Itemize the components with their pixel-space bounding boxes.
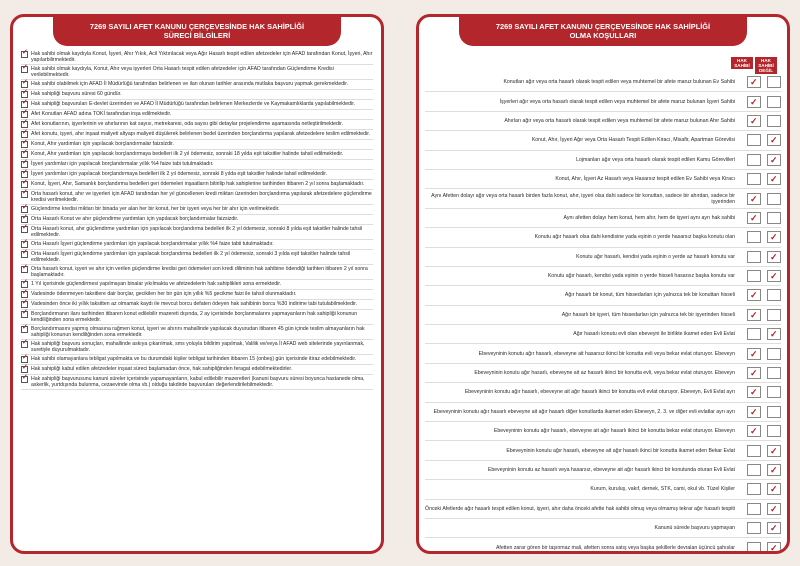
checkbox-checked-icon [21, 326, 28, 333]
not-eligible-checkbox-empty-icon [767, 425, 781, 437]
checkbox-checked-icon [21, 131, 28, 138]
info-list-item-text: Hak sahibi olabilmek için AFAD İl Müdürlüğü tarafından belirlenen ve ilan olunan tarihler arasında mutlaka başvuru yapmak gerekmektedir. [31, 81, 349, 87]
info-list-item [21, 240, 373, 250]
info-list-item-text: Orta Hasarlı İşyeri güçlendirme yardımları için yapılacak borçlandırmalar yıllık %4 faize tabii tutulmaktadır. [31, 241, 274, 247]
info-list-item-text: İşyeri yardımları için yapılacak borçlandırmalar yıllık %4 faize tabi tutulmaktadır. [31, 161, 214, 167]
not-eligible-checkbox-empty-icon [767, 348, 781, 360]
condition-row [425, 480, 781, 499]
condition-row [425, 519, 781, 538]
checkbox-checked-icon [21, 81, 28, 88]
not-eligible-checkbox-empty-icon [767, 406, 781, 418]
info-list-item [21, 355, 373, 365]
eligible-checkbox-checked-icon [747, 348, 761, 360]
info-list-item-text: Konut, Ahır yardımları için yapılacak borçlandırmalar faizsizdir. [31, 141, 175, 147]
checkbox-checked-icon [21, 206, 28, 213]
not-eligible-checkbox-empty-icon [767, 367, 781, 379]
checkbox-checked-icon [21, 376, 28, 383]
condition-text: Konut, Ahır, İşyeri Ağır veya Orta Hasarlı Tespit Edilen Kiracı, Misafir, Apartman Görevlisi [531, 137, 735, 144]
condition-text: Lojmanları ağır veya orta hasarlı olarak tespit edilen Kamu Görevlileri [576, 156, 735, 163]
info-list-item-text: Hak sahibi olamayanlara tebligat yapılmakta ve bu durumdaki kişiler tebligat tarihinden itibaren 15 (onbeş) gün içerisinde itiraz edebilmektedir. [31, 356, 357, 362]
checkbox-checked-icon [21, 356, 28, 363]
not-eligible-checkbox-empty-icon [767, 96, 781, 108]
checkbox-checked-icon [21, 191, 28, 198]
eligible-checkbox-empty-icon [747, 522, 761, 534]
not-eligible-checkbox-empty-icon [767, 309, 781, 321]
info-list-item [21, 290, 373, 300]
not-eligible-checkbox-checked-icon [767, 542, 781, 554]
eligible-checkbox-empty-icon [747, 134, 761, 146]
checkbox-checked-icon [21, 266, 28, 273]
info-list-item-text: Vadesinde ödenmeyen taksitlere dair borçlar, gecikilen her bir gün için yıllık %5 gecikme faizi ile tahsil olunmaktadır. [31, 291, 297, 297]
condition-row [425, 228, 781, 247]
info-list-item [21, 215, 373, 225]
checkbox-checked-icon [21, 226, 28, 233]
condition-row [425, 344, 781, 363]
condition-text: Konutu ağır hasarlı, kendisi yada eşinin o yerde hisseli hasarsız başka konutu var [547, 273, 735, 280]
info-list-item-text: Orta Hasarlı Konut ve ahır güçlendirme yardımları için yapılacak borçlandırmalar faizsizdir. [31, 216, 239, 222]
info-list-item [21, 340, 373, 355]
eligible-checkbox-checked-icon [747, 76, 761, 88]
checkbox-checked-icon [21, 151, 28, 158]
checkbox-checked-icon [21, 51, 28, 58]
info-list-item-text: İşyeri yardımları için yapılacak borçlandırmaya bedelleri ilk 2 yıl ödemesiz, sonraki 8 yılda eşit taksitler halinde tahsil edilmektedir. [31, 171, 328, 177]
eligible-checkbox-checked-icon [747, 309, 761, 321]
condition-text: Ebeveyninin konutu ağır hasarlı, ebeveyne ait hasarsız ikinci bir konutta evli veya bekar evlat oturuyor. Ebeveyn [478, 350, 735, 357]
eligible-checkbox-checked-icon [747, 289, 761, 301]
not-eligible-checkbox-checked-icon [767, 173, 781, 185]
eligible-checkbox-empty-icon [747, 270, 761, 282]
info-list-item [21, 180, 373, 190]
info-list-item-text: Orta hasarlı konut, işyeri ve ahır için verilen güçlendirme kredisi geri ödemeleri son kredi diliminin hak sahibine ödendiği tarihten itibaren 2 yıl sonra başlamaktadır. [31, 266, 368, 278]
condition-text: Önceki Afetlerde ağır hasarlı tespit edilen konut, işyeri, ahır daha önceki afette hak sahibi olmuş veya olmamış tekrar ağır hasarlı tespiti [425, 505, 735, 512]
condition-row [425, 461, 781, 480]
info-list-item [21, 250, 373, 265]
condition-text: Ağır hasarlı konutu evli olan ebeveyni ile birlikte ikamet eden Evli Evlat [573, 331, 735, 338]
info-list-item-text: Vadesinden önce iki yıllık taksitten az olmamak kaydı ile mevcut borcu defaten ödeyen hak sahibinin borcu %30 indirime tabi tutulabilmektedir. [31, 301, 358, 307]
checkbox-checked-icon [21, 141, 28, 148]
not-eligible-checkbox-checked-icon [767, 445, 781, 457]
condition-row [425, 286, 781, 305]
info-list-item [21, 265, 373, 280]
info-list-item [21, 160, 373, 170]
info-list-item [21, 150, 373, 160]
condition-row [425, 151, 781, 170]
info-list-item-text: Afet konutlarının, işyerlerinin ve ahırlarının kat sayısı, metrekaresi, oda sayısı gibi detaylar projelendirme aşamasında netleştirilmektedir. [31, 121, 343, 127]
eligible-checkbox-checked-icon [747, 425, 761, 437]
checkbox-checked-icon [21, 281, 28, 288]
not-eligible-checkbox-empty-icon [767, 212, 781, 224]
not-eligible-checkbox-checked-icon [767, 483, 781, 495]
not-eligible-checkbox-empty-icon [767, 193, 781, 205]
condition-row [425, 500, 781, 519]
info-list-item-text: Borçlandırmasını yapmış olmasına rağmen konut, işyeri ve ahırını mahallinde yapılacak duyurudan itibaren 45 gün içinde teslim almayanların hak sahipliği konunun kendiliğinden sona ermektedir. [31, 326, 365, 338]
info-list-item-text: Güçlendirme kredisi miktarı bir binada yer alan her bir konut, her bir işyeri veya her bir ahır için verilmektedir. [31, 206, 280, 212]
not-eligible-checkbox-empty-icon [767, 115, 781, 127]
condition-text: Ağır hasarlı bir konut, tüm hissedarları için yalnızca tek bir konuttan hisseli [564, 292, 735, 299]
info-list-item [21, 205, 373, 215]
condition-text: Konutu ağır hasarlı, kendisi yada eşinin o yerde az hasarlı konutu var [576, 253, 735, 260]
eligible-checkbox-checked-icon [747, 212, 761, 224]
info-list-item-text: Afet Konutları AFAD adına TOKİ tarafından inşa edilmektedir. [31, 111, 172, 117]
checkbox-checked-icon [21, 366, 28, 373]
checkbox-checked-icon [21, 341, 28, 348]
info-list-item-text: Orta hasarlı konut, ahır ve işyerleri için AFAD tarafından her yıl güncellenen kredi miktarı üzerinden borçlandırma yapılarak afetzedelere güçlendirme kredisi verilmektedir. [31, 191, 372, 203]
not-eligible-checkbox-checked-icon [767, 134, 781, 146]
not-eligible-checkbox-empty-icon [767, 76, 781, 88]
not-eligible-checkbox-checked-icon [767, 522, 781, 534]
checkbox-checked-icon [21, 216, 28, 223]
eligible-checkbox-empty-icon [747, 251, 761, 263]
column-header-not-eligible: HAK SAHİBİ DEĞİL [755, 57, 777, 74]
conditions-table [425, 73, 781, 554]
not-eligible-checkbox-empty-icon [767, 289, 781, 301]
condition-text: Ebeveyninin konutu ağır hasarlı, ebeveyne ait az hasarlı ikinci bir konutta evli, veya bekar evlat oturuyor. Ebeveyn [474, 370, 735, 377]
eligible-checkbox-empty-icon [747, 464, 761, 476]
eligible-checkbox-checked-icon [747, 193, 761, 205]
info-list-item [21, 300, 373, 310]
info-list-item [21, 225, 373, 240]
checkbox-checked-icon [21, 301, 28, 308]
condition-text: Ebeveyninin konutu az hasarlı veya hasarsız, ebeveyne ait ağır hasarlı ikinci bir konutunda oturan Evli Evlat [487, 467, 735, 473]
not-eligible-checkbox-checked-icon [767, 231, 781, 243]
info-list-item-text: Konut, Ahır yardımları için yapılacak borçlandırmaya bedelleri ilk 2 yıl ödemesiz, sonraki 18 yılda eşit taksitler halinde tahsil edilmektedir. [31, 151, 344, 157]
conditions-panel-title: 7269 SAYILI AFET KANUNU ÇERÇEVESİNDE HAK SAHİPLİĞİ OLMA KOŞULLARI [459, 17, 747, 46]
eligible-checkbox-empty-icon [747, 173, 761, 185]
info-list-item [21, 325, 373, 340]
condition-row [425, 248, 781, 267]
condition-text: Ahırları ağır veya orta hasarlı olarak tespit edilen veya muhtemel bir afete maruz bulunan Ahır Sahibi [504, 117, 735, 124]
info-list-item [21, 90, 373, 100]
info-list-item-text: Hak sahipliği kabul edilen afetzedeler inşaat süreci başlamadan önce, hak sahipliğinden feragat edebilmektedirler. [31, 366, 293, 372]
not-eligible-checkbox-checked-icon [767, 464, 781, 476]
eligible-checkbox-empty-icon [747, 231, 761, 243]
column-header-eligible: HAK SAHİBİ [731, 57, 753, 69]
checkbox-checked-icon [21, 161, 28, 168]
info-panel-title: 7269 SAYILI AFET KANUNU ÇERÇEVESİNDE HAK SAHİPLİĞİ SÜRECİ BİLGİLERİ [53, 17, 341, 46]
condition-row [425, 306, 781, 325]
condition-row [425, 422, 781, 441]
condition-row [425, 209, 781, 228]
info-list-item [21, 100, 373, 110]
info-list-item-text: Afet konutu, işyeri, ahır inşaat maliyeti altyapı maliyeti düşülerek belirlenen bedel üzerinden borçlandırma yapılarak afetzedelere teslim edilmektedir. [31, 131, 371, 137]
info-panel [10, 14, 384, 554]
info-list-item-text: Orta Hasarlı İşyeri güçlendirme yardımları için yapılacak borçlandırma bedelleri ilk 2 yıl ödemesiz, sonraki 3 yılda eşit taksitler halinde tahsil edilmektedir. [31, 251, 351, 263]
info-list-item [21, 50, 373, 65]
not-eligible-checkbox-empty-icon [767, 386, 781, 398]
condition-row [425, 538, 781, 554]
condition-text: Kurum, kuruluş, vakıf, dernek, STK, cami, okul vb. Tüzel Kişiler [590, 486, 735, 493]
not-eligible-checkbox-checked-icon [767, 154, 781, 166]
info-list-item-text: Hak sahipliği başvurusunu kanuni süreler içerisinde yapamayanların, kabul edilebilir mazeretleri (kanuni başvuru süresi boyunca hastanede olma, askerlik, yurtdışında bulunma, cezaevinde olma vb.) olduğu takdirde başvuruları değerlendirilebilmektedir. [31, 376, 365, 388]
checkbox-checked-icon [21, 241, 28, 248]
condition-text: Konut, Ahır, İşyeri Az Hasarlı veya Hasarsız tespit edilen Ev Sahibi veya Kiracı [555, 176, 735, 183]
info-list-item-text: Hak sahipliği başvuru sonuçları, mahallinde askıya çıkarılmak, sms yoluyla bildirim yapılmak, Valilik ve/veya İl AFAD web sitelerinde yayınlanmak, suretiyle duyurulmaktadır. [31, 341, 365, 353]
condition-text: Aynı afetten dolayı hem konut, hem ahır, hem de işyeri aynı ayrı hak sahibi [563, 214, 735, 221]
condition-row [425, 189, 781, 208]
info-list-item [21, 140, 373, 150]
info-list-item [21, 130, 373, 140]
condition-row [425, 92, 781, 111]
info-list [13, 46, 381, 390]
condition-row [425, 325, 781, 344]
condition-text: İşyerleri ağır veya orta hasarlı olarak tespit edilen veya muhtemel bir afete maruz bulunan İşyeri Sahibi [499, 98, 735, 105]
eligible-checkbox-empty-icon [747, 542, 761, 554]
not-eligible-checkbox-checked-icon [767, 251, 781, 263]
not-eligible-checkbox-checked-icon [767, 503, 781, 515]
condition-row [425, 364, 781, 383]
condition-text: Afetten zarar gören bir taşınmaz mali, afetten sonra satış veya başka şekillerle devralan üçüncü şahıslar [495, 544, 735, 551]
checkbox-checked-icon [21, 181, 28, 188]
info-list-item-text: Hak sahibi olmak kaydıyla Konut, İşyeri, Ahır Yıkık, Acil Yıktırılacak veya Ağır Hasarlı tespit edilen afetzedeler için AFAD tarafından Konut, İşyeri, Ahır yapılarbilirmektedir. [31, 51, 373, 63]
eligible-checkbox-checked-icon [747, 367, 761, 379]
eligible-checkbox-checked-icon [747, 96, 761, 108]
eligible-checkbox-empty-icon [747, 154, 761, 166]
condition-row [425, 131, 781, 150]
condition-row [425, 112, 781, 131]
info-list-item-text: Konut, İşyeri, Ahır, Samanlık borçlandırma bedelleri geri ödemeleri inşaatların bitirilip hak sahiplerine tarihinden itibaren 2 yıl sonra başlamaktadır. [31, 181, 365, 187]
condition-text: Konutu ağır hasarlı olsa dahi kendisine yada eşinin o yerde hasarsız başka konutu olan [534, 234, 735, 241]
eligible-checkbox-empty-icon [747, 328, 761, 340]
checkbox-checked-icon [21, 171, 28, 178]
condition-text: Aynı Afetten dolayı ağır veya orta hasarlı birden fazla konut, ahır, işyeri olsa dahi sadece bir konuttan, sadece bir ahırdan, sadece bir işyerinden [431, 192, 735, 205]
not-eligible-checkbox-checked-icon [767, 270, 781, 282]
info-list-item-text: Borçlandırmanın ilanı tarihinden itibaren konut edilebilir mazereti dışında, 2 ay içerisinde borçlanmalarını yapmayanların hak sahipliği konunun kendiliğinden sona ermektedir. [31, 311, 358, 323]
eligible-checkbox-empty-icon [747, 483, 761, 495]
condition-row [425, 73, 781, 92]
info-list-item [21, 120, 373, 130]
eligible-checkbox-checked-icon [747, 115, 761, 127]
checkbox-checked-icon [21, 121, 28, 128]
condition-row [425, 170, 781, 189]
condition-text: Kanunü sürede başvuru yapmayan [654, 525, 735, 532]
info-list-item [21, 80, 373, 90]
checkbox-checked-icon [21, 311, 28, 318]
eligible-checkbox-checked-icon [747, 406, 761, 418]
info-list-item [21, 310, 373, 325]
eligible-checkbox-checked-icon [747, 386, 761, 398]
checkbox-checked-icon [21, 91, 28, 98]
checkbox-checked-icon [21, 66, 28, 73]
info-list-item-text: 1 Yıl içerisinde güçlendirmesi yapılmayan binalar yıkılmakta ve afetzedelerin hak sahiplikleri sona ermektedir. [31, 281, 282, 287]
checkbox-checked-icon [21, 101, 28, 108]
info-list-item-text: Hak sahibi olmak kaydıyla, Konut, Ahır veya işyerleri Orta Hasarlı tespit edilen afetzedeler için AFAD tarafından Güçlendirme Kredisi verilebilmektedir. [31, 66, 334, 78]
info-list-item [21, 170, 373, 180]
condition-row [425, 441, 781, 460]
condition-text: Ebeveyninin konutu ağır hasarlı, ebeveyne ait ağır hasarlı ikinci bir konutta bekar evlat oturuyor. Ebeveyn [493, 428, 735, 435]
checkbox-checked-icon [21, 251, 28, 258]
checkbox-checked-icon [21, 291, 28, 298]
eligible-checkbox-empty-icon [747, 445, 761, 457]
condition-text: Ebeveyninin konutu ağır hasarlı, ebeveyne ait ağır hasarlı ikinci bir konutta evli evlat oturuyor. Ebeveyn, Evli Evlat ayrı [464, 389, 735, 396]
not-eligible-checkbox-checked-icon [767, 328, 781, 340]
info-list-item [21, 365, 373, 375]
info-list-item [21, 190, 373, 205]
info-list-item [21, 110, 373, 120]
info-list-item [21, 65, 373, 80]
condition-text: Ağır hasarlı bir işyeri, tüm hissedarları için yalnızca tek bir işyerinden hisseli [561, 311, 735, 318]
info-list-item-text: Hak sahipliği başvuru süresi 60 gündür. [31, 91, 122, 97]
condition-text: Ebeveyninin konutu ağır hasarlı ebeveyne ait ağır hasarlı diğer konutlarda ikamet eden Ebeveyn, 2. 3. ve diğer evli evlatlar ayrı ayrı [433, 408, 735, 415]
info-list-item-text: Hak sahipliği başvuruları E-devlet üzerinden ve AFAD İl Müdürlüğü tarafından belirlenen Merkezlerde ve Kaymakamlıklarda yapılabilmektedir. [31, 101, 356, 107]
info-list-item-text: Orta Hasarlı konut, ahır güçlendirme yardımları için yapılacak borçlandırma bedelleri ilk 2 yıl ödemesiz, sonraki 8 yılda eşit taksitler halinde tahsil edilmektedir. [31, 226, 363, 238]
info-list-item [21, 375, 373, 390]
eligible-checkbox-empty-icon [747, 503, 761, 515]
condition-row [425, 267, 781, 286]
condition-row [425, 383, 781, 402]
conditions-panel [416, 14, 790, 554]
condition-text: Konutları ağır veya orta hasarlı olarak tespit edilen veya muhtemel bir afete maruz bulunan Ev Sahibi [503, 79, 735, 86]
checkbox-checked-icon [21, 111, 28, 118]
condition-text: Ebeveyninin konutu ağır hasarlı, ebeveyne ait ağır hasarlı ikinci bir konutta ikamet eden Bekar Evlat [506, 447, 735, 454]
info-list-item [21, 280, 373, 290]
condition-row [425, 403, 781, 422]
